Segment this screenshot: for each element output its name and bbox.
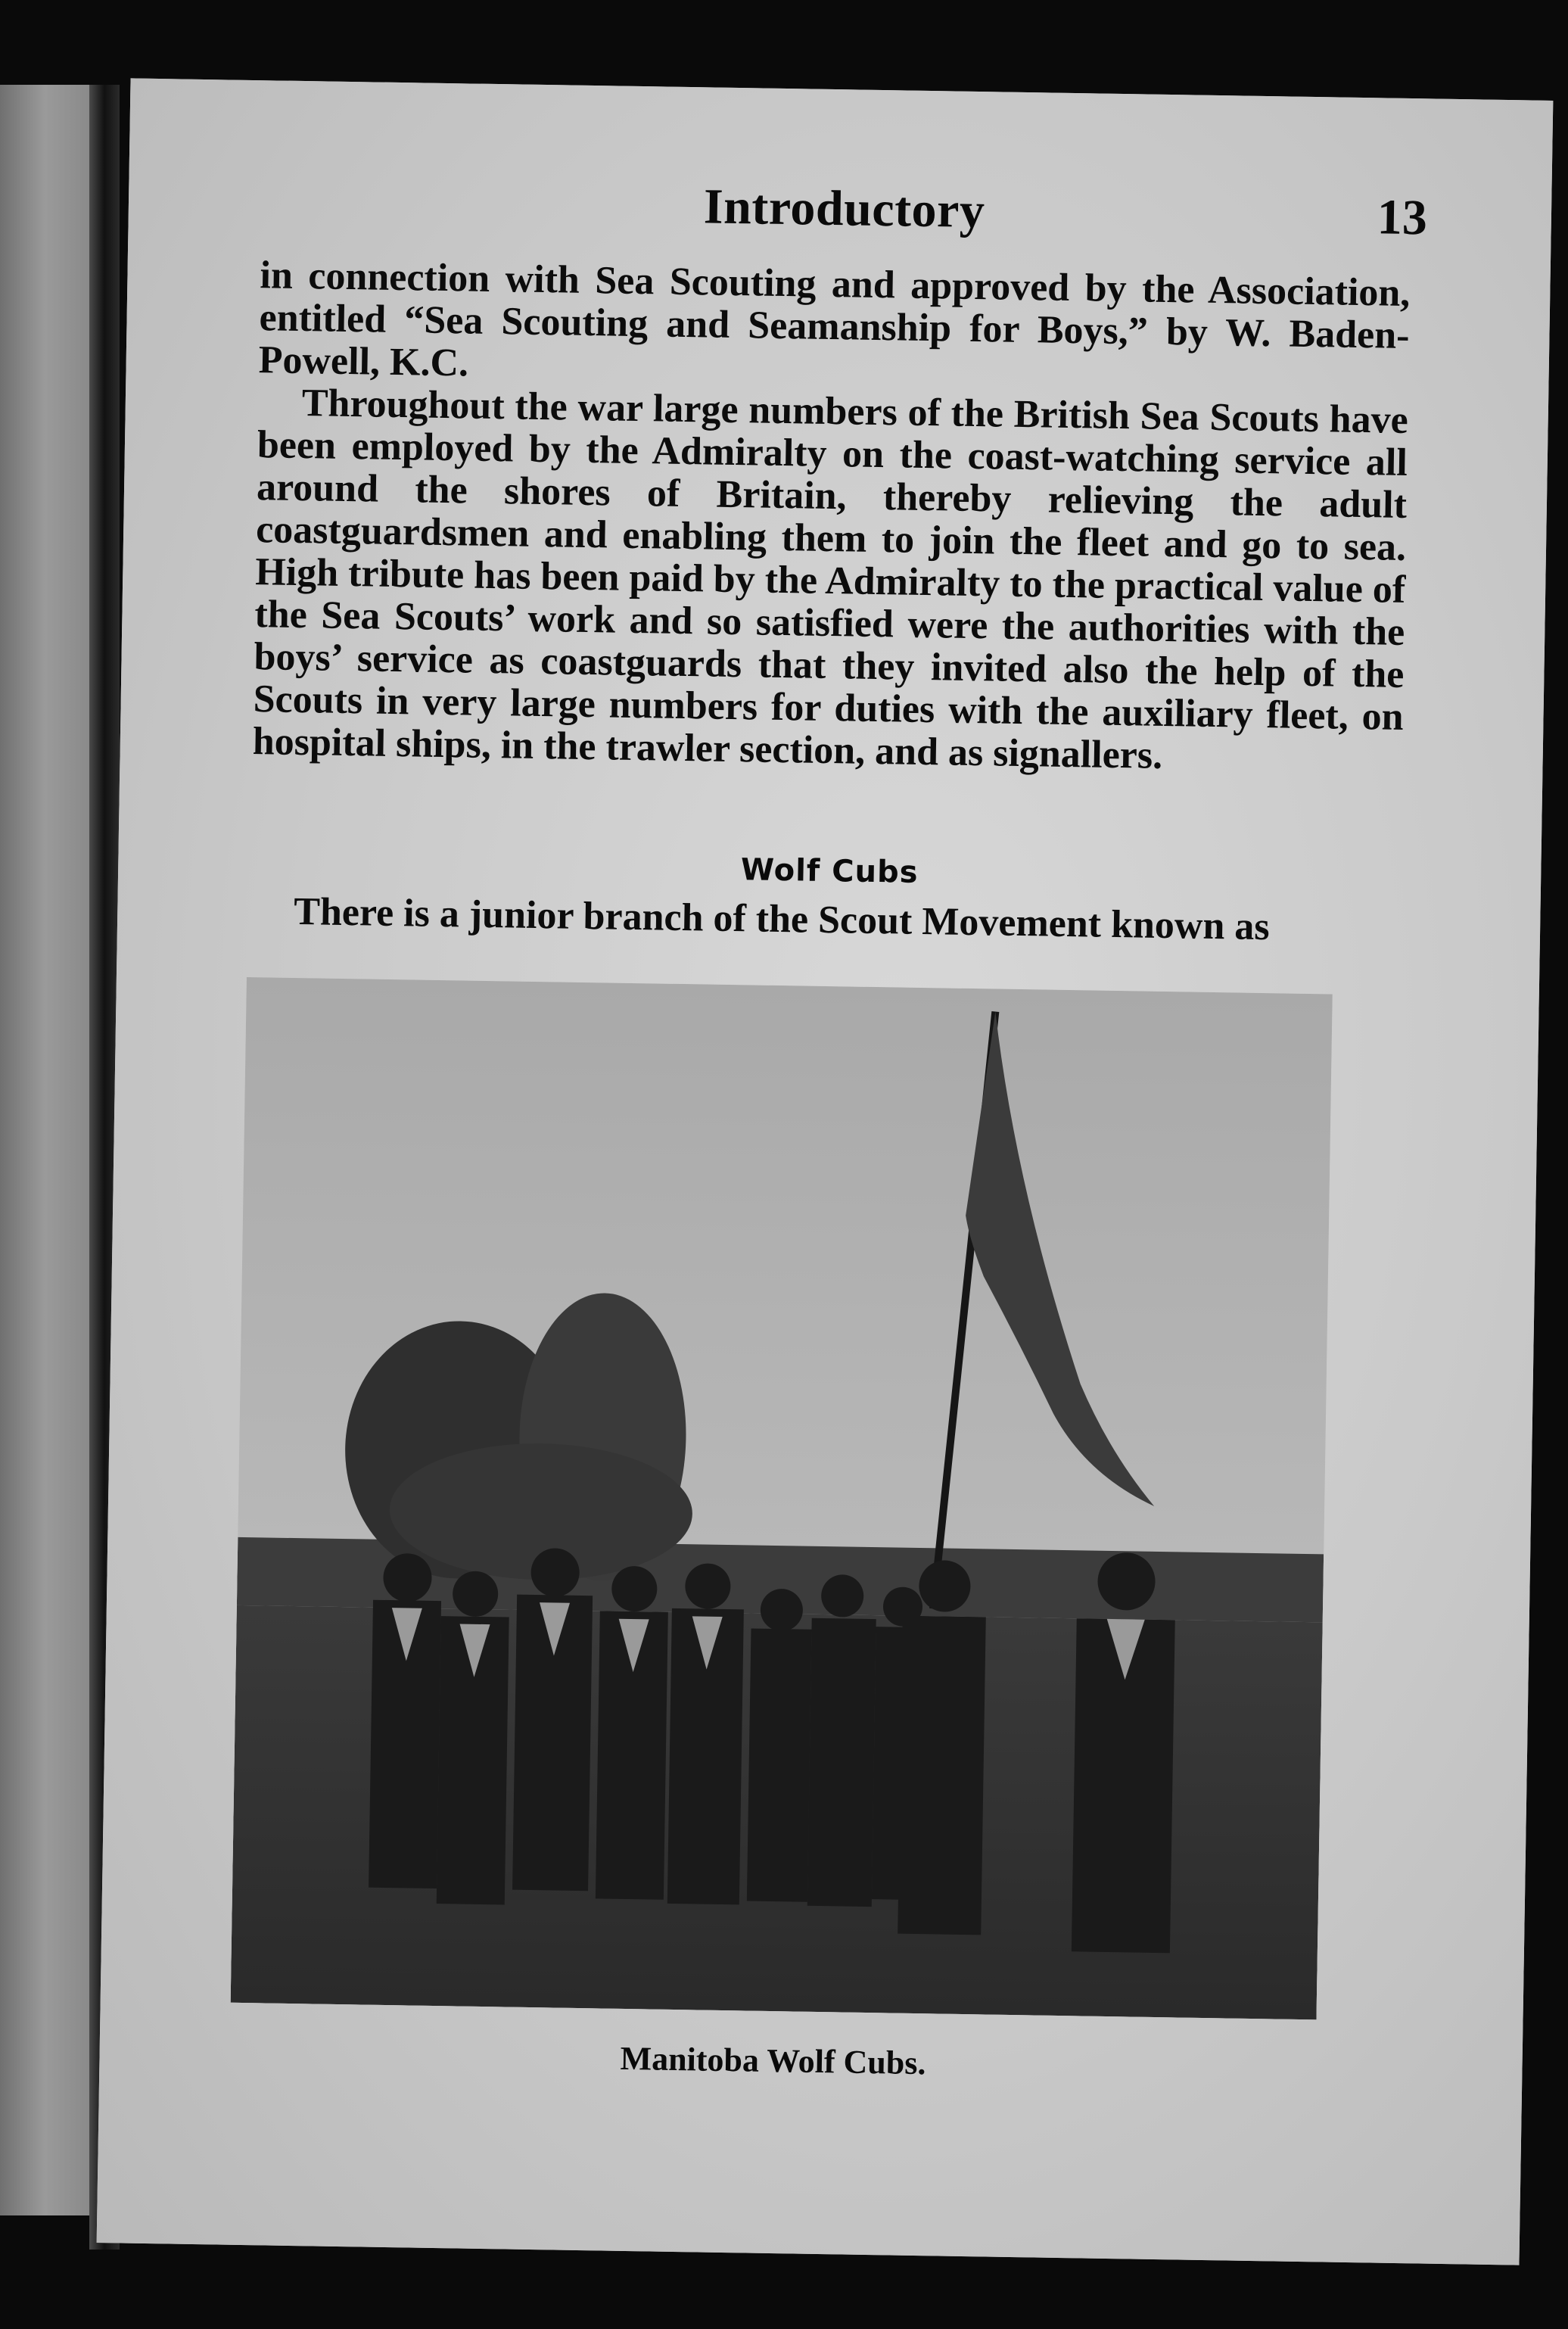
running-title: Introductory [703,179,985,239]
page-number: 13 [1377,189,1428,246]
figure-caption: Manitoba Wolf Cubs. [620,2039,926,2082]
paragraph: There is a junior branch of the Scout Movement known as [293,889,1271,949]
paragraph: in connection with Sea Scouting and approved by the Association, entitled “Sea Scouting and Seamanship for Boys,” by W. Baden-Powell, K.C. [258,254,1411,385]
wolf-cubs-photo [231,977,1333,2019]
book-page [97,78,1554,2265]
paragraph: Throughout the war large numbers of the British Sea Scouts have been employed by the Admiralty on the coast-watching service all around the shores of Britain, thereby relieving the adult coastguardsmen and enabling them to join the fleet and go to sea. High tribute has been paid by the Admiralty to the practical value of the Sea Scouts’ work and so satisfied were the authorities with the boys’ service as coastguards that they invited also the help of the Scouts in very large numbers for duties with the auxiliary fleet, on hospital ships, in the trawler section, and as signallers. [252,381,1409,777]
section-heading: Wolf Cubs [740,852,919,890]
photograph [231,977,1333,2019]
body-text [252,254,1410,781]
running-header [128,169,1551,260]
